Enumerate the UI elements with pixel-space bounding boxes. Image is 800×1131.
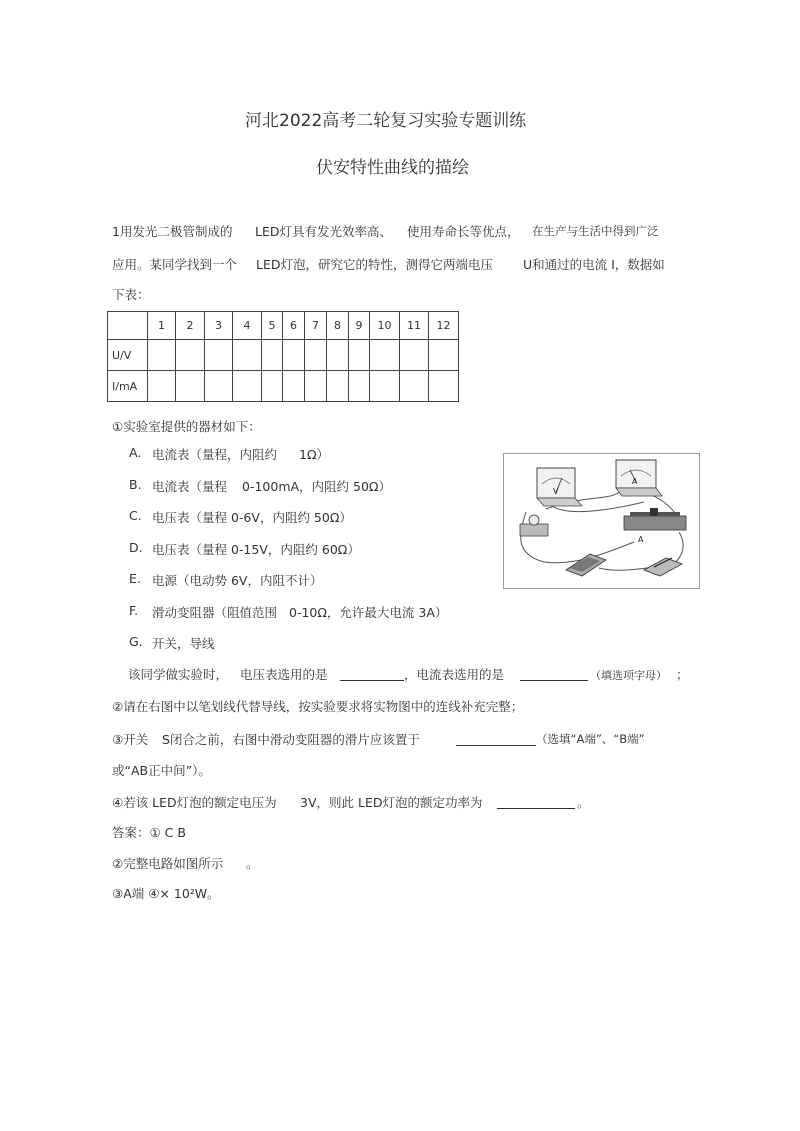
table-row: [108, 371, 459, 402]
table-cell: [429, 340, 459, 371]
option-letter: C.: [129, 508, 142, 523]
table-header-cell: 5: [262, 312, 283, 340]
document-subtitle: 伏安特性曲线的描绘: [316, 158, 469, 178]
option-text: 0-100mA，内阻约 50Ω）: [242, 479, 391, 494]
table-cell: [370, 371, 400, 402]
option-letter: A.: [129, 445, 142, 460]
q1-text: 该同学做实验时，: [128, 667, 229, 682]
slider-position-blank[interactable]: [456, 731, 536, 746]
answer-line: ②完整电路如图所示: [112, 856, 224, 871]
q1-text: ；: [676, 667, 689, 682]
intro-text: U和通过的电流 I，数据如: [523, 257, 665, 272]
table-cell: [370, 340, 400, 371]
row-label-current: I/mA: [108, 371, 148, 402]
ammeter: [616, 460, 662, 496]
q1-text: 电压表选用的是: [240, 667, 328, 682]
voltmeter-label: V: [553, 487, 559, 496]
option-letter: G.: [129, 634, 143, 649]
option-text: 电流表（量程，内阻约: [152, 447, 278, 462]
table-cell: [429, 371, 459, 402]
option-letter: D.: [129, 540, 143, 555]
table-cell: [305, 371, 327, 402]
circuit-diagram: [504, 454, 699, 588]
option-text: 电流表（量程: [152, 479, 228, 494]
q3-text: ③开关: [112, 732, 149, 747]
table-header-cell: 1: [148, 312, 176, 340]
table-cell: [283, 371, 305, 402]
option-text: 电源（电动势 6V，内阻不计）: [152, 573, 323, 588]
table-header-cell: 4: [233, 312, 262, 340]
option-text: 1Ω）: [299, 447, 330, 462]
rated-power-blank[interactable]: [497, 794, 575, 809]
q3-text: 或“AB正中间”）。: [112, 763, 211, 778]
q1-text: ，电流表选用的是: [404, 667, 505, 682]
table-cell: [148, 340, 176, 371]
intro-text: 在生产与生活中得到广泛: [532, 224, 659, 238]
option-letter: E.: [129, 571, 141, 586]
rheostat: [624, 508, 686, 544]
ammeter-label: A: [632, 477, 638, 486]
table-cell: [108, 312, 148, 340]
table-cell: [262, 340, 283, 371]
table-header-cell: 7: [305, 312, 327, 340]
table-header-cell: 10: [370, 312, 400, 340]
table-row: [108, 340, 459, 371]
ammeter-answer-blank[interactable]: [520, 666, 588, 681]
table-cell: [400, 371, 429, 402]
document-title: 河北2022高考二轮复习实验专题训练: [245, 111, 527, 131]
table-header-cell: 8: [327, 312, 349, 340]
option-text: 开关，导线: [152, 636, 215, 651]
answer-line: 答案：① C B: [112, 825, 186, 840]
intro-text: 应用。某同学找到一个: [112, 257, 238, 272]
table-header-cell: 12: [429, 312, 459, 340]
answer-line: ③A端 ④× 10²W。: [112, 886, 220, 901]
q3-text: （选填“A端”、“B端”: [536, 732, 645, 746]
q1-text: （填选项字母）: [590, 669, 667, 682]
q2-text: ②请在右图中以笔划线代替导线，按实验要求将实物图中的连线补充完整；: [112, 699, 524, 714]
q1-intro: ①实验室提供的器材如下：: [112, 419, 261, 434]
q4-text: ④若该 LED灯泡的额定电压为: [112, 795, 277, 810]
circuit-figure: [503, 453, 700, 589]
measurement-table: [107, 311, 459, 402]
q4-text: 3V，则此 LED灯泡的额定功率为: [300, 795, 483, 810]
table-header-row: [108, 312, 459, 340]
table-header-cell: 11: [400, 312, 429, 340]
intro-text: 1用发光二极管制成的: [112, 224, 233, 239]
table-header-cell: 6: [283, 312, 305, 340]
voltmeter-answer-blank[interactable]: [340, 666, 404, 681]
q4-text: 。: [577, 795, 590, 810]
table-cell: [176, 371, 205, 402]
table-cell: [349, 340, 370, 371]
table-header-cell: 9: [349, 312, 370, 340]
table-cell: [205, 340, 233, 371]
intro-text: LED灯具有发光效率高、: [255, 224, 392, 239]
battery: [566, 554, 606, 576]
table-cell: [327, 340, 349, 371]
table-header-cell: 3: [205, 312, 233, 340]
option-text: 0-10Ω，允许最大电流 3A）: [289, 605, 448, 620]
table-cell: [233, 371, 262, 402]
table-cell: [176, 340, 205, 371]
table-cell: [305, 340, 327, 371]
table-cell: [283, 340, 305, 371]
table-cell: [327, 371, 349, 402]
option-text: 电压表（量程 0-6V，内阻约 50Ω）: [152, 510, 352, 525]
option-text: 电压表（量程 0-15V，内阻约 60Ω）: [152, 542, 360, 557]
table-cell: [233, 340, 262, 371]
table-cell: [205, 371, 233, 402]
intro-text: 使用寿命长等优点，: [407, 224, 520, 239]
rheostat-label: A: [638, 535, 644, 544]
option-letter: F.: [129, 603, 139, 618]
table-cell: [148, 371, 176, 402]
option-text: 滑动变阻器（阻值范围: [152, 605, 278, 620]
answer-line: 。: [246, 856, 259, 871]
table-cell: [400, 340, 429, 371]
voltmeter: [537, 468, 582, 506]
table-header-cell: 2: [176, 312, 205, 340]
table-cell: [349, 371, 370, 402]
row-label-voltage: U/V: [108, 340, 148, 371]
intro-text: LED灯泡，研究它的特性，测得它两端电压: [256, 257, 493, 272]
q3-text: S闭合之前，右图中滑动变阻器的滑片应该置于: [162, 732, 420, 747]
table-cell: [262, 371, 283, 402]
intro-text: 下表：: [112, 287, 150, 302]
option-letter: B.: [129, 477, 142, 492]
